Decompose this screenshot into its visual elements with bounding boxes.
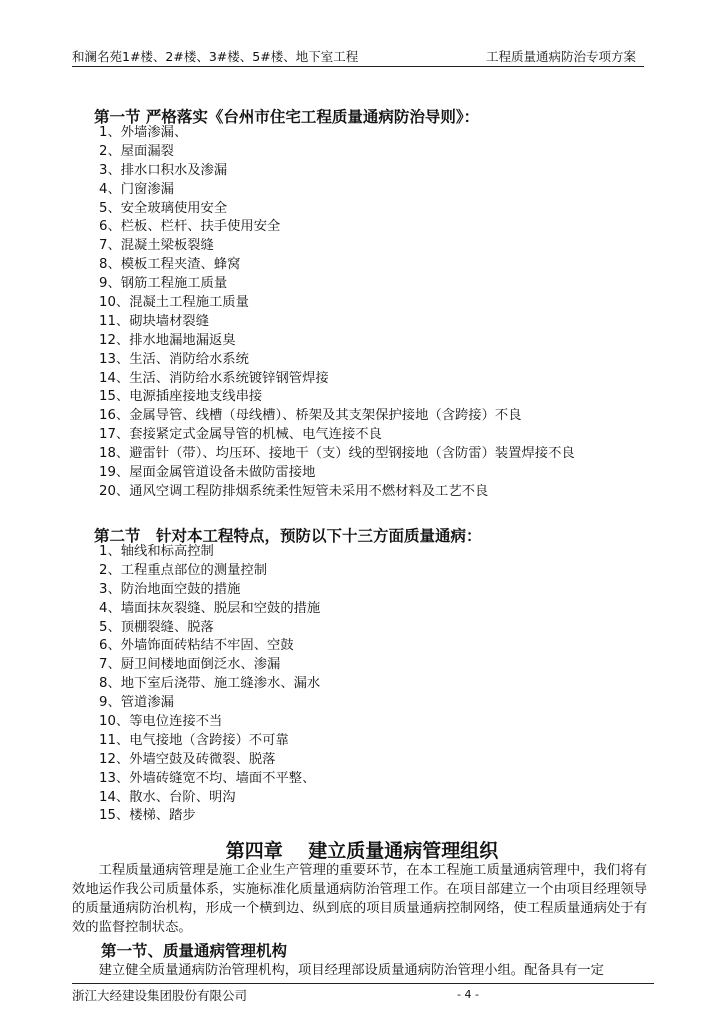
list-item: 17、套接紧定式金属导管的机械、电气连接不良 xyxy=(99,427,382,443)
list-item: 20、通风空调工程防排烟系统柔性短管未采用不燃材料及工艺不良 xyxy=(99,483,489,499)
list-item: 10、混凝土工程施工质量 xyxy=(99,295,249,311)
list-item: 6、外墙饰面砖粘结不牢固、空鼓 xyxy=(99,638,294,654)
footer-divider xyxy=(72,983,654,984)
list-item: 15、电源插座接地支线串接 xyxy=(99,389,263,405)
list-item: 8、地下室后浇带、施工缝渗水、漏水 xyxy=(99,676,321,692)
list-item: 4、墙面抹灰裂缝、脱层和空鼓的措施 xyxy=(99,600,321,616)
list-item: 14、生活、消防给水系统镀锌钢管焊接 xyxy=(99,370,329,386)
list-item: 14、散水、台阶、明沟 xyxy=(99,789,236,805)
list-item: 1、轴线和标高控制 xyxy=(99,544,214,559)
list-item: 3、排水口积水及渗漏 xyxy=(99,162,228,178)
section2-list xyxy=(99,543,320,826)
page-header xyxy=(72,47,644,64)
list-item: 11、砌块墙材裂缝 xyxy=(99,313,209,329)
list-item: 6、栏板、栏杆、扶手使用安全 xyxy=(99,219,281,235)
list-item: 9、钢筋工程施工质量 xyxy=(99,276,228,292)
chapter-intro-paragraph: 工程质量通病管理是施工企业生产管理的重要环节，在本工程施工质量通病管理中，我们将有效地运作我公司质量体系，实施标准化质量通病防治管理工作。在项目部建立一个由项目经理领导的质量通病防治机构，形成一个横到边、纵到底的项目质量通病控制网络，使工程质量通病处于有效的监督控制状态。 xyxy=(72,863,647,935)
list-item: 13、生活、消防给水系统 xyxy=(99,351,249,367)
list-item: 2、屋面漏裂 xyxy=(99,143,174,159)
list-item: 11、电气接地（含跨接）不可靠 xyxy=(99,732,289,748)
list-item: 12、排水地漏地漏返臭 xyxy=(99,332,236,348)
list-item: 5、安全玻璃使用安全 xyxy=(99,200,228,216)
list-item: 7、混凝土梁板裂缝 xyxy=(99,238,214,254)
list-item: 5、顶棚裂缝、脱落 xyxy=(99,619,214,635)
page-number: - 4 - xyxy=(457,988,479,1001)
list-item: 15、楼梯、踏步 xyxy=(99,808,196,824)
list-item: 4、门窗渗漏 xyxy=(99,181,174,197)
section1-list xyxy=(99,124,575,502)
list-item: 19、屋面金属管道设备未做防雷接地 xyxy=(99,465,316,481)
header-divider xyxy=(72,66,644,67)
list-item: 9、管道渗漏 xyxy=(99,695,174,711)
header-document-title: 工程质量通病防治专项方案 xyxy=(485,49,636,64)
list-item: 16、金属导管、线槽（母线槽）、桥架及其支架保护接地（含跨接）不良 xyxy=(99,408,522,424)
subsection-paragraph: 建立健全质量通病防治管理机构，项目经理部设质量通病防治管理小组。配备具有一定 xyxy=(98,963,604,978)
subsection-heading: 第一节、质量通病管理机构 xyxy=(101,942,288,960)
list-item: 8、模板工程夹渣、蜂窝 xyxy=(99,257,241,273)
list-item: 18、避雷针（带）、均压环、接地干（支）线的型钢接地（含防雷）装置焊接不良 xyxy=(99,446,575,462)
list-item: 2、工程重点部位的测量控制 xyxy=(99,562,268,578)
list-item: 1、外墙渗漏、 xyxy=(99,125,188,140)
section1-heading: 第一节 严格落实《台州市住宅工程质量通病防治导则》： xyxy=(94,107,480,126)
list-item: 13、外墙砖缝宽不均、墙面不平整、 xyxy=(99,770,316,786)
list-item: 12、外墙空鼓及砖微裂、脱落 xyxy=(99,751,276,767)
list-item: 7、厨卫间楼地面倒泛水、渗漏 xyxy=(99,657,281,673)
header-project-name: 和澜名苑1#楼、2#楼、3#楼、5#楼、地下室工程 xyxy=(72,49,359,64)
list-item: 3、防治地面空鼓的措施 xyxy=(99,581,241,597)
list-item: 10、等电位连接不当 xyxy=(99,714,223,730)
footer-company: 浙江大经建设集团股份有限公司 xyxy=(72,988,248,1003)
chapter-heading: 第四章 建立质量通病管理组织 xyxy=(225,840,499,862)
section2-heading: 第二节 针对本工程特点，预防以下十三方面质量通病： xyxy=(94,526,482,545)
